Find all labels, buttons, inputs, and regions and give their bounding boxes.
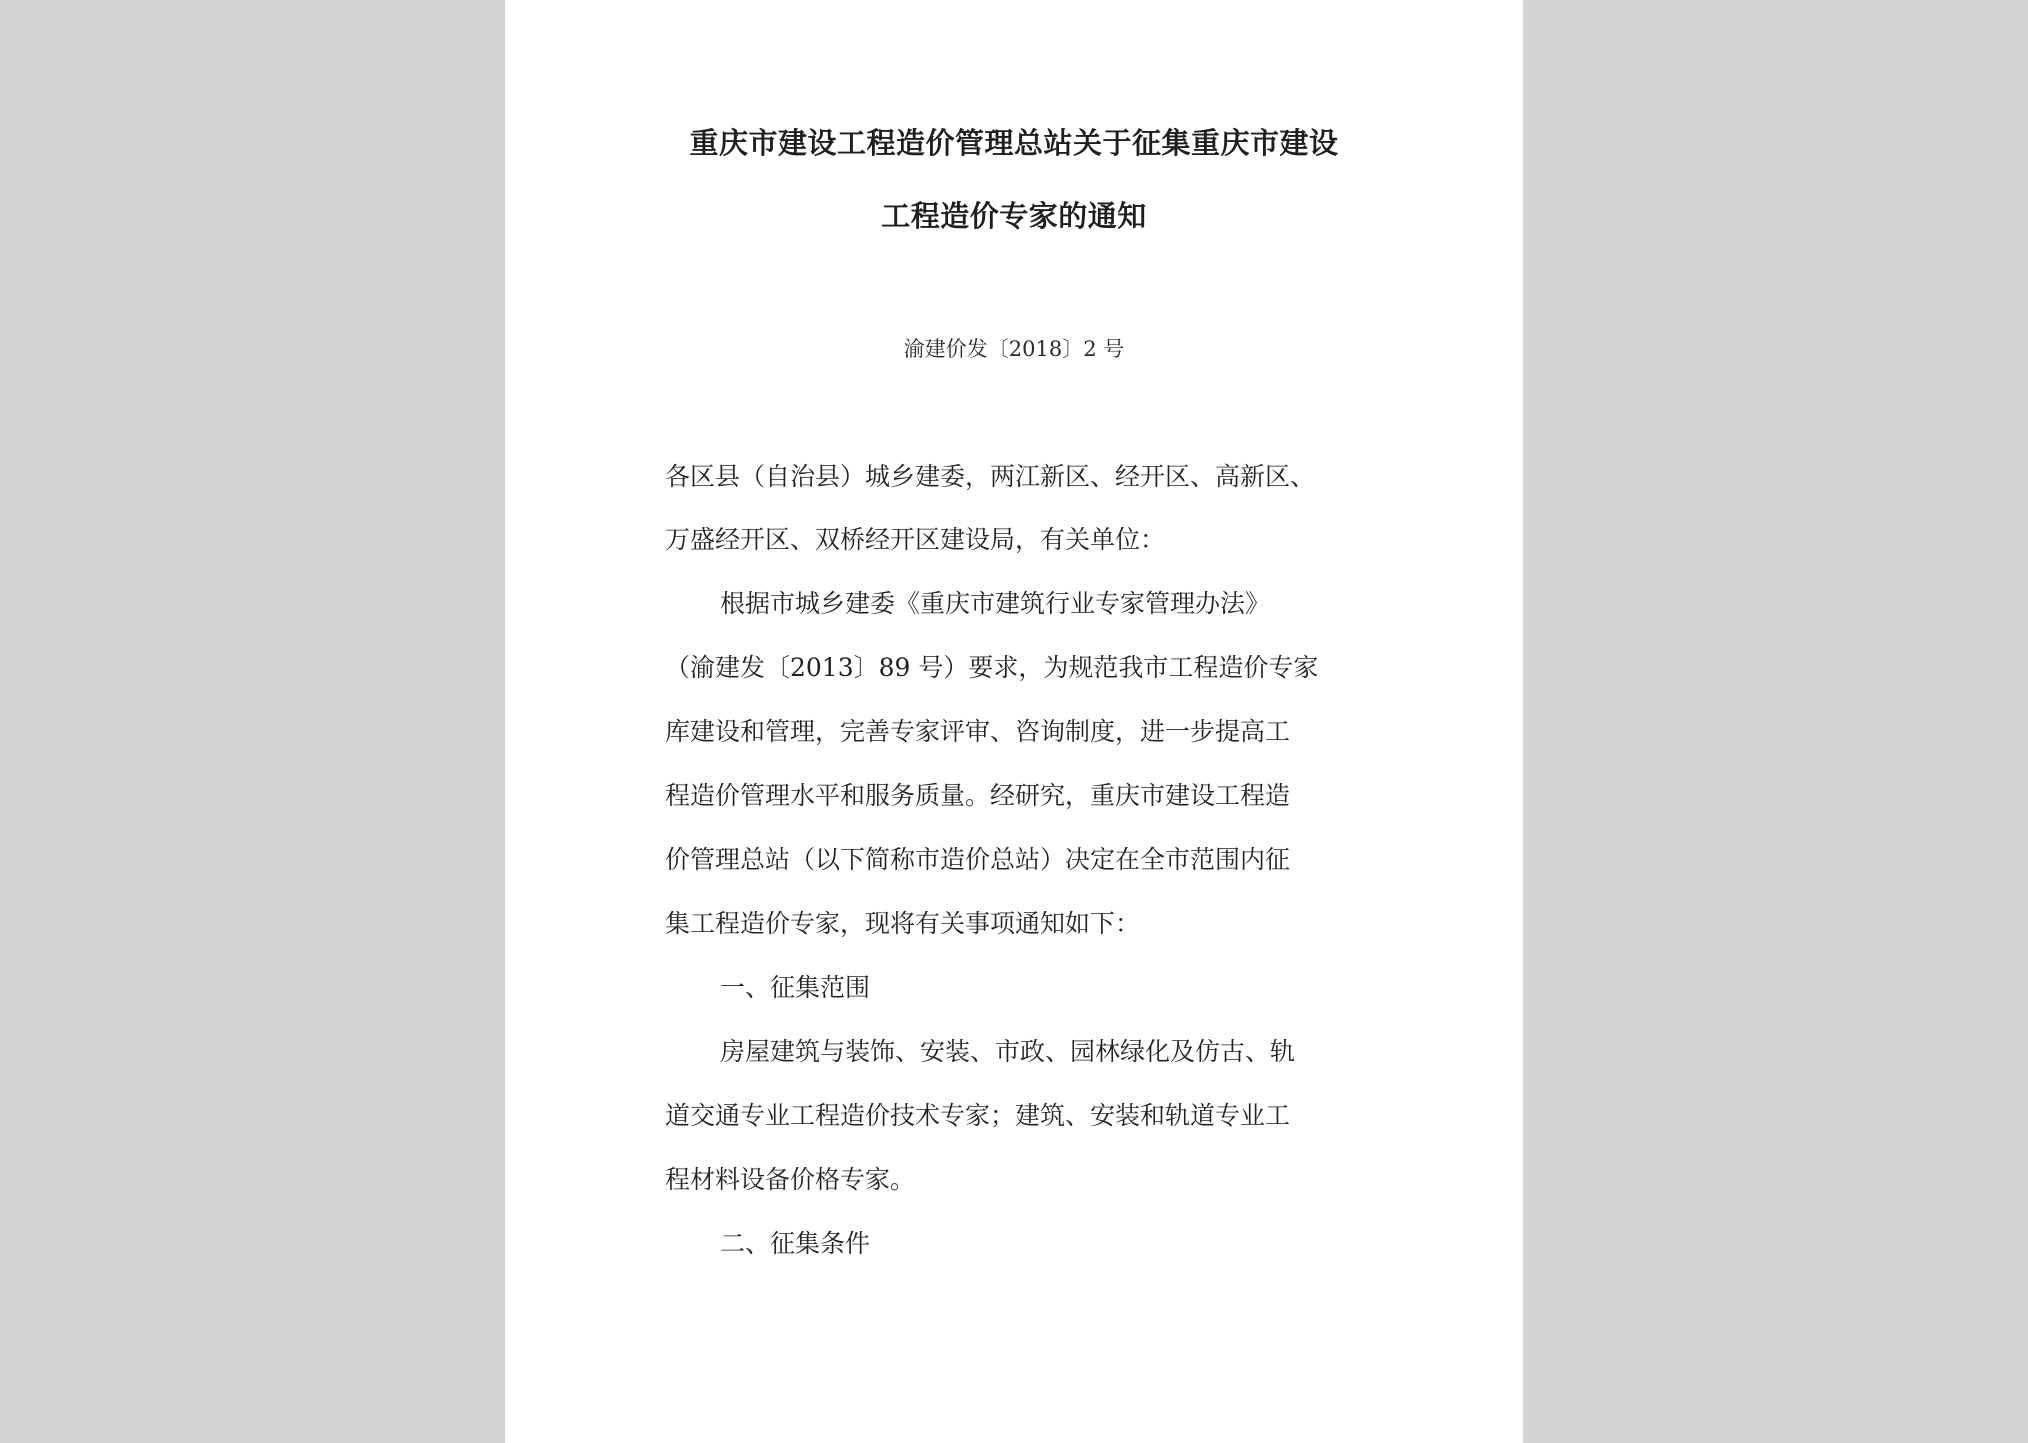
body-line: （渝建发〔2013〕89 号）要求，为规范我市工程造价专家: [665, 653, 1319, 682]
section-heading-scope: 一、征集范围: [720, 973, 871, 1002]
body-line: 程造价管理水平和服务质量。经研究，重庆市建设工程造: [665, 781, 1291, 810]
body-line: 价管理总站（以下简称市造价总站）决定在全市范围内征: [665, 845, 1291, 874]
body-line: 道交通专业工程造价技术专家；建筑、安装和轨道专业工: [665, 1101, 1291, 1130]
document-page: [505, 0, 1523, 1443]
document-title-line-2: 工程造价专家的通知: [881, 199, 1147, 233]
body-line: 万盛经开区、双桥经开区建设局，有关单位：: [665, 525, 1166, 554]
section-heading-conditions: 二、征集条件: [720, 1229, 871, 1258]
body-line: 库建设和管理，完善专家评审、咨询制度，进一步提高工: [665, 717, 1291, 746]
body-line: 集工程造价专家，现将有关事项通知如下：: [665, 909, 1141, 938]
document-title-line-1: 重庆市建设工程造价管理总站关于征集重庆市建设: [689, 126, 1339, 160]
body-paragraph-start: 房屋建筑与装饰、安装、市政、园林绿化及仿古、轨: [720, 1037, 1296, 1066]
body-line: 程材料设备价格专家。: [665, 1165, 916, 1194]
document-number: 渝建价发〔2018〕2 号: [903, 337, 1125, 361]
body-paragraph-start: 根据市城乡建委《重庆市建筑行业专家管理办法》: [720, 589, 1271, 618]
body-line: 各区县（自治县）城乡建委，两江新区、经开区、高新区、: [665, 462, 1316, 491]
